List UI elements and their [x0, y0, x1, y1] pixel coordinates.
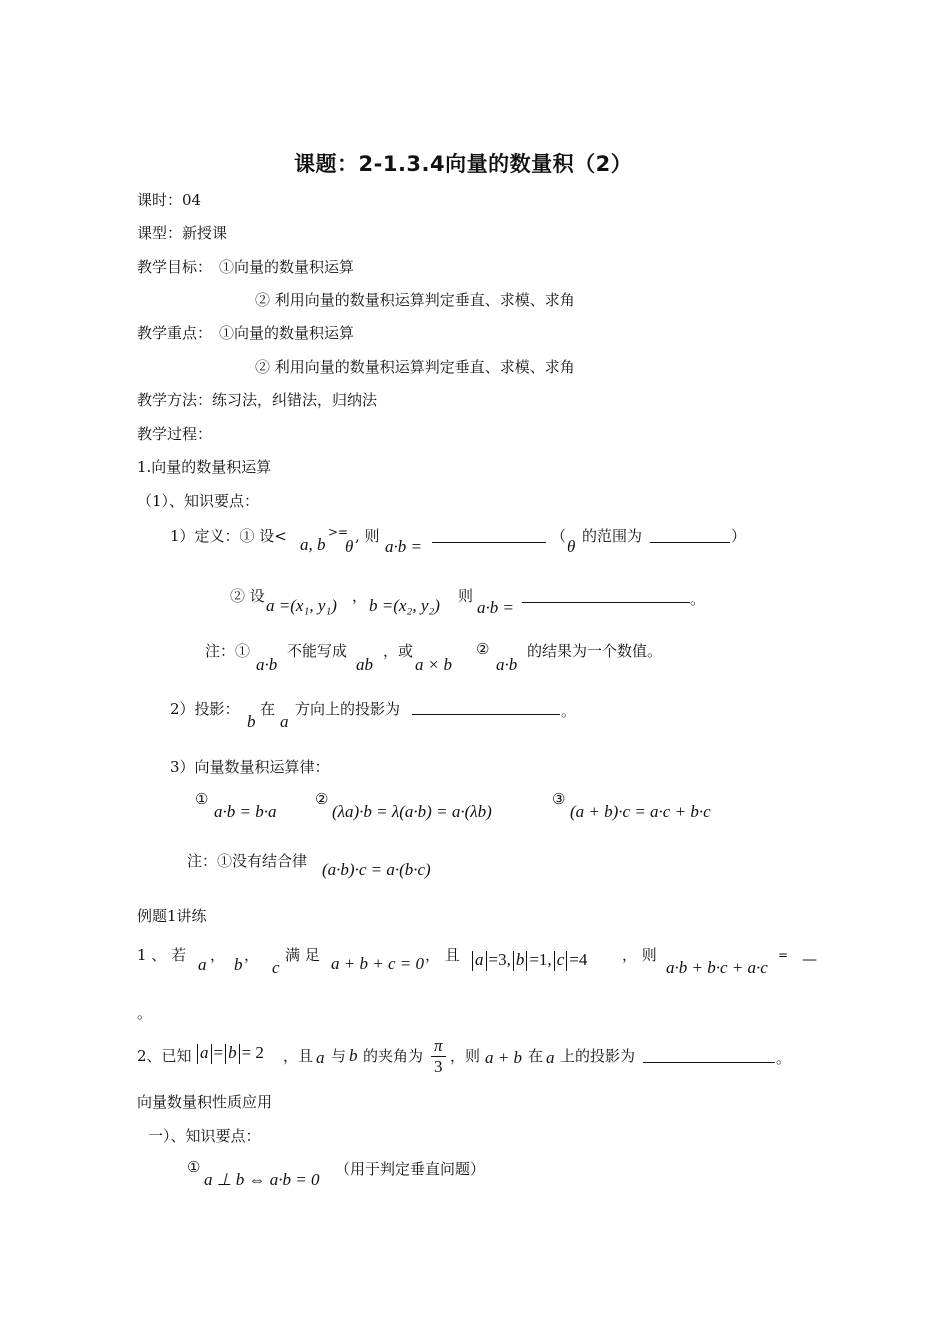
- projection-text: 方向上的投影为: [295, 700, 401, 718]
- section2-heading: 向量数量积性质应用: [137, 1093, 273, 1111]
- law-3: (a + b)·c = a·c + b·c: [570, 802, 711, 821]
- note-dot2: a·b: [496, 655, 518, 674]
- note-dot: a·b: [256, 655, 278, 674]
- q1-magnitudes: [470, 950, 587, 971]
- q1-then: ， 则: [622, 946, 657, 964]
- section2-subheading: 一）、知识要点：: [148, 1127, 261, 1145]
- projection-end: 。: [561, 702, 577, 720]
- property-1-num: ①: [187, 1158, 201, 1176]
- definition-paren-open: （: [551, 527, 567, 545]
- projection-in: 在: [260, 700, 276, 718]
- definition-prefix: 1）定义：① 设<: [170, 527, 287, 545]
- definition-dot: a·b =: [385, 537, 422, 556]
- q1-b: b: [234, 955, 243, 974]
- q2-frac-num: π: [431, 1036, 446, 1057]
- note-result: 的结果为一个数值。: [527, 642, 663, 660]
- page-title: 课题：2-1.3.4向量的数量积（2）: [294, 152, 633, 176]
- definition-eq: >=: [328, 525, 349, 539]
- q1-period: 。: [137, 1004, 153, 1022]
- q1-comma2: ，: [244, 946, 260, 964]
- q1-and: ， 且: [425, 946, 460, 964]
- q1-number: 1 、 若: [137, 946, 187, 964]
- q2-a2: a: [546, 1048, 555, 1067]
- q1-dash: —: [802, 950, 817, 968]
- q1-a: a: [198, 955, 207, 974]
- q1-mag-a: a: [475, 950, 484, 969]
- law-3-num: ③: [552, 790, 566, 808]
- law-1-num: ①: [195, 790, 209, 808]
- q2-prefix: 2、已知: [137, 1047, 192, 1065]
- definition-range: 的范围为: [582, 527, 643, 545]
- q2-a: a: [316, 1048, 325, 1067]
- q2-val: = 2: [241, 1043, 264, 1062]
- q1-val-c: =4: [569, 950, 588, 969]
- q2-then: ，则: [450, 1047, 481, 1065]
- goal-item-1: ①向量的数量积运算: [219, 258, 355, 276]
- q1-expression: a·b + b·c + a·c: [666, 958, 768, 977]
- projection-blank[interactable]: [412, 714, 560, 715]
- focus-item-1: ①向量的数量积运算: [219, 324, 355, 342]
- property-1-formula: a ⊥ b ⇔ a·b = 0: [204, 1170, 320, 1189]
- q2-mag-a: a: [200, 1043, 209, 1062]
- range-blank[interactable]: [650, 542, 730, 543]
- q2-in: 在: [528, 1047, 544, 1065]
- q1-sum: a + b + c = 0: [331, 954, 424, 973]
- goal-item-2: ② 利用向量的数量积运算判定垂直、求模、求角: [255, 291, 575, 309]
- coord-dot: a·b =: [477, 598, 514, 617]
- law-1: a·b = b·a: [214, 802, 277, 821]
- q1-val-b: =1,: [529, 950, 552, 969]
- q1-val-a: =3,: [488, 950, 511, 969]
- q2-fraction: [431, 1036, 446, 1077]
- definition-theta2: θ: [567, 537, 576, 556]
- q2-sum: a + b: [485, 1048, 522, 1067]
- projection-a: a: [280, 712, 289, 731]
- coord-then: 则: [458, 587, 474, 605]
- definition-ab: a, b: [300, 535, 326, 554]
- note-or: ，或: [383, 642, 414, 660]
- note-cannot: 不能写成: [287, 642, 348, 660]
- q1-mag-b: b: [515, 950, 525, 969]
- note-prefix: 注：①: [205, 642, 251, 660]
- note-ab: ab: [356, 655, 373, 674]
- coord-b: b =(x₂, y₂): [369, 596, 440, 615]
- coord-end: 。: [690, 590, 706, 608]
- q1-equals: =: [778, 948, 789, 962]
- coord-sep: ，: [352, 587, 368, 605]
- law-2-num: ②: [315, 790, 329, 808]
- q2-with: 与: [331, 1047, 347, 1065]
- q2-magnitudes: [195, 1043, 264, 1064]
- q2-and: ，且: [283, 1047, 314, 1065]
- teaching-process: 教学过程：: [137, 425, 213, 443]
- laws-heading: 3）向量数量积运算律：: [170, 758, 330, 776]
- definition-then: , 则: [355, 527, 380, 545]
- definition-theta: θ: [345, 537, 354, 556]
- q2-end: 。: [776, 1049, 792, 1067]
- section1-heading: 1.向量的数量积运算: [137, 458, 272, 476]
- note-cross: a × b: [415, 655, 452, 674]
- associativity-formula: (a·b)·c = a·(b·c): [322, 860, 431, 879]
- q2-angle: 的夹角为: [363, 1047, 424, 1065]
- section1-subheading: （1）、知识要点：: [137, 492, 260, 510]
- focus-label: 教学重点：: [137, 324, 213, 342]
- class-period: 课时：04: [137, 191, 202, 209]
- q2-frac-den: 3: [434, 1057, 443, 1076]
- class-type: 课型：新授课: [137, 224, 228, 242]
- projection-prefix: 2）投影：: [170, 700, 240, 718]
- coord-blank[interactable]: [522, 602, 690, 603]
- goal-label: 教学目标：: [137, 258, 213, 276]
- q2-b: b: [349, 1046, 358, 1065]
- note-2: ②: [476, 640, 490, 658]
- q1-mag-c: c: [556, 950, 565, 969]
- q2-eq: =: [213, 1043, 224, 1062]
- teaching-method: 教学方法：练习法，纠错法，归纳法: [137, 391, 378, 409]
- coord-a: a =(x₁, y₁): [266, 596, 337, 615]
- focus-item-2: ② 利用向量的数量积运算判定垂直、求模、求角: [255, 358, 575, 376]
- q1-c: c: [272, 958, 280, 977]
- q2-projection: 上的投影为: [560, 1047, 636, 1065]
- definition-paren-close: ）: [731, 527, 747, 545]
- projection-b: b: [247, 712, 256, 731]
- definition-blank[interactable]: [432, 542, 546, 543]
- property-1-note: （用于判定垂直问题）: [335, 1160, 486, 1178]
- q1-comma1: ，: [210, 946, 226, 964]
- law-2: (λa)·b = λ(a·b) = a·(λb): [332, 802, 492, 821]
- coord-prefix: ② 设: [230, 587, 265, 605]
- q1-satisfy: 满 足: [285, 946, 320, 964]
- q2-blank[interactable]: [643, 1062, 775, 1063]
- example-heading: 例题1讲练: [137, 907, 207, 925]
- associativity-note: 注：①没有结合律: [187, 852, 308, 870]
- q2-mag-b: b: [228, 1043, 237, 1062]
